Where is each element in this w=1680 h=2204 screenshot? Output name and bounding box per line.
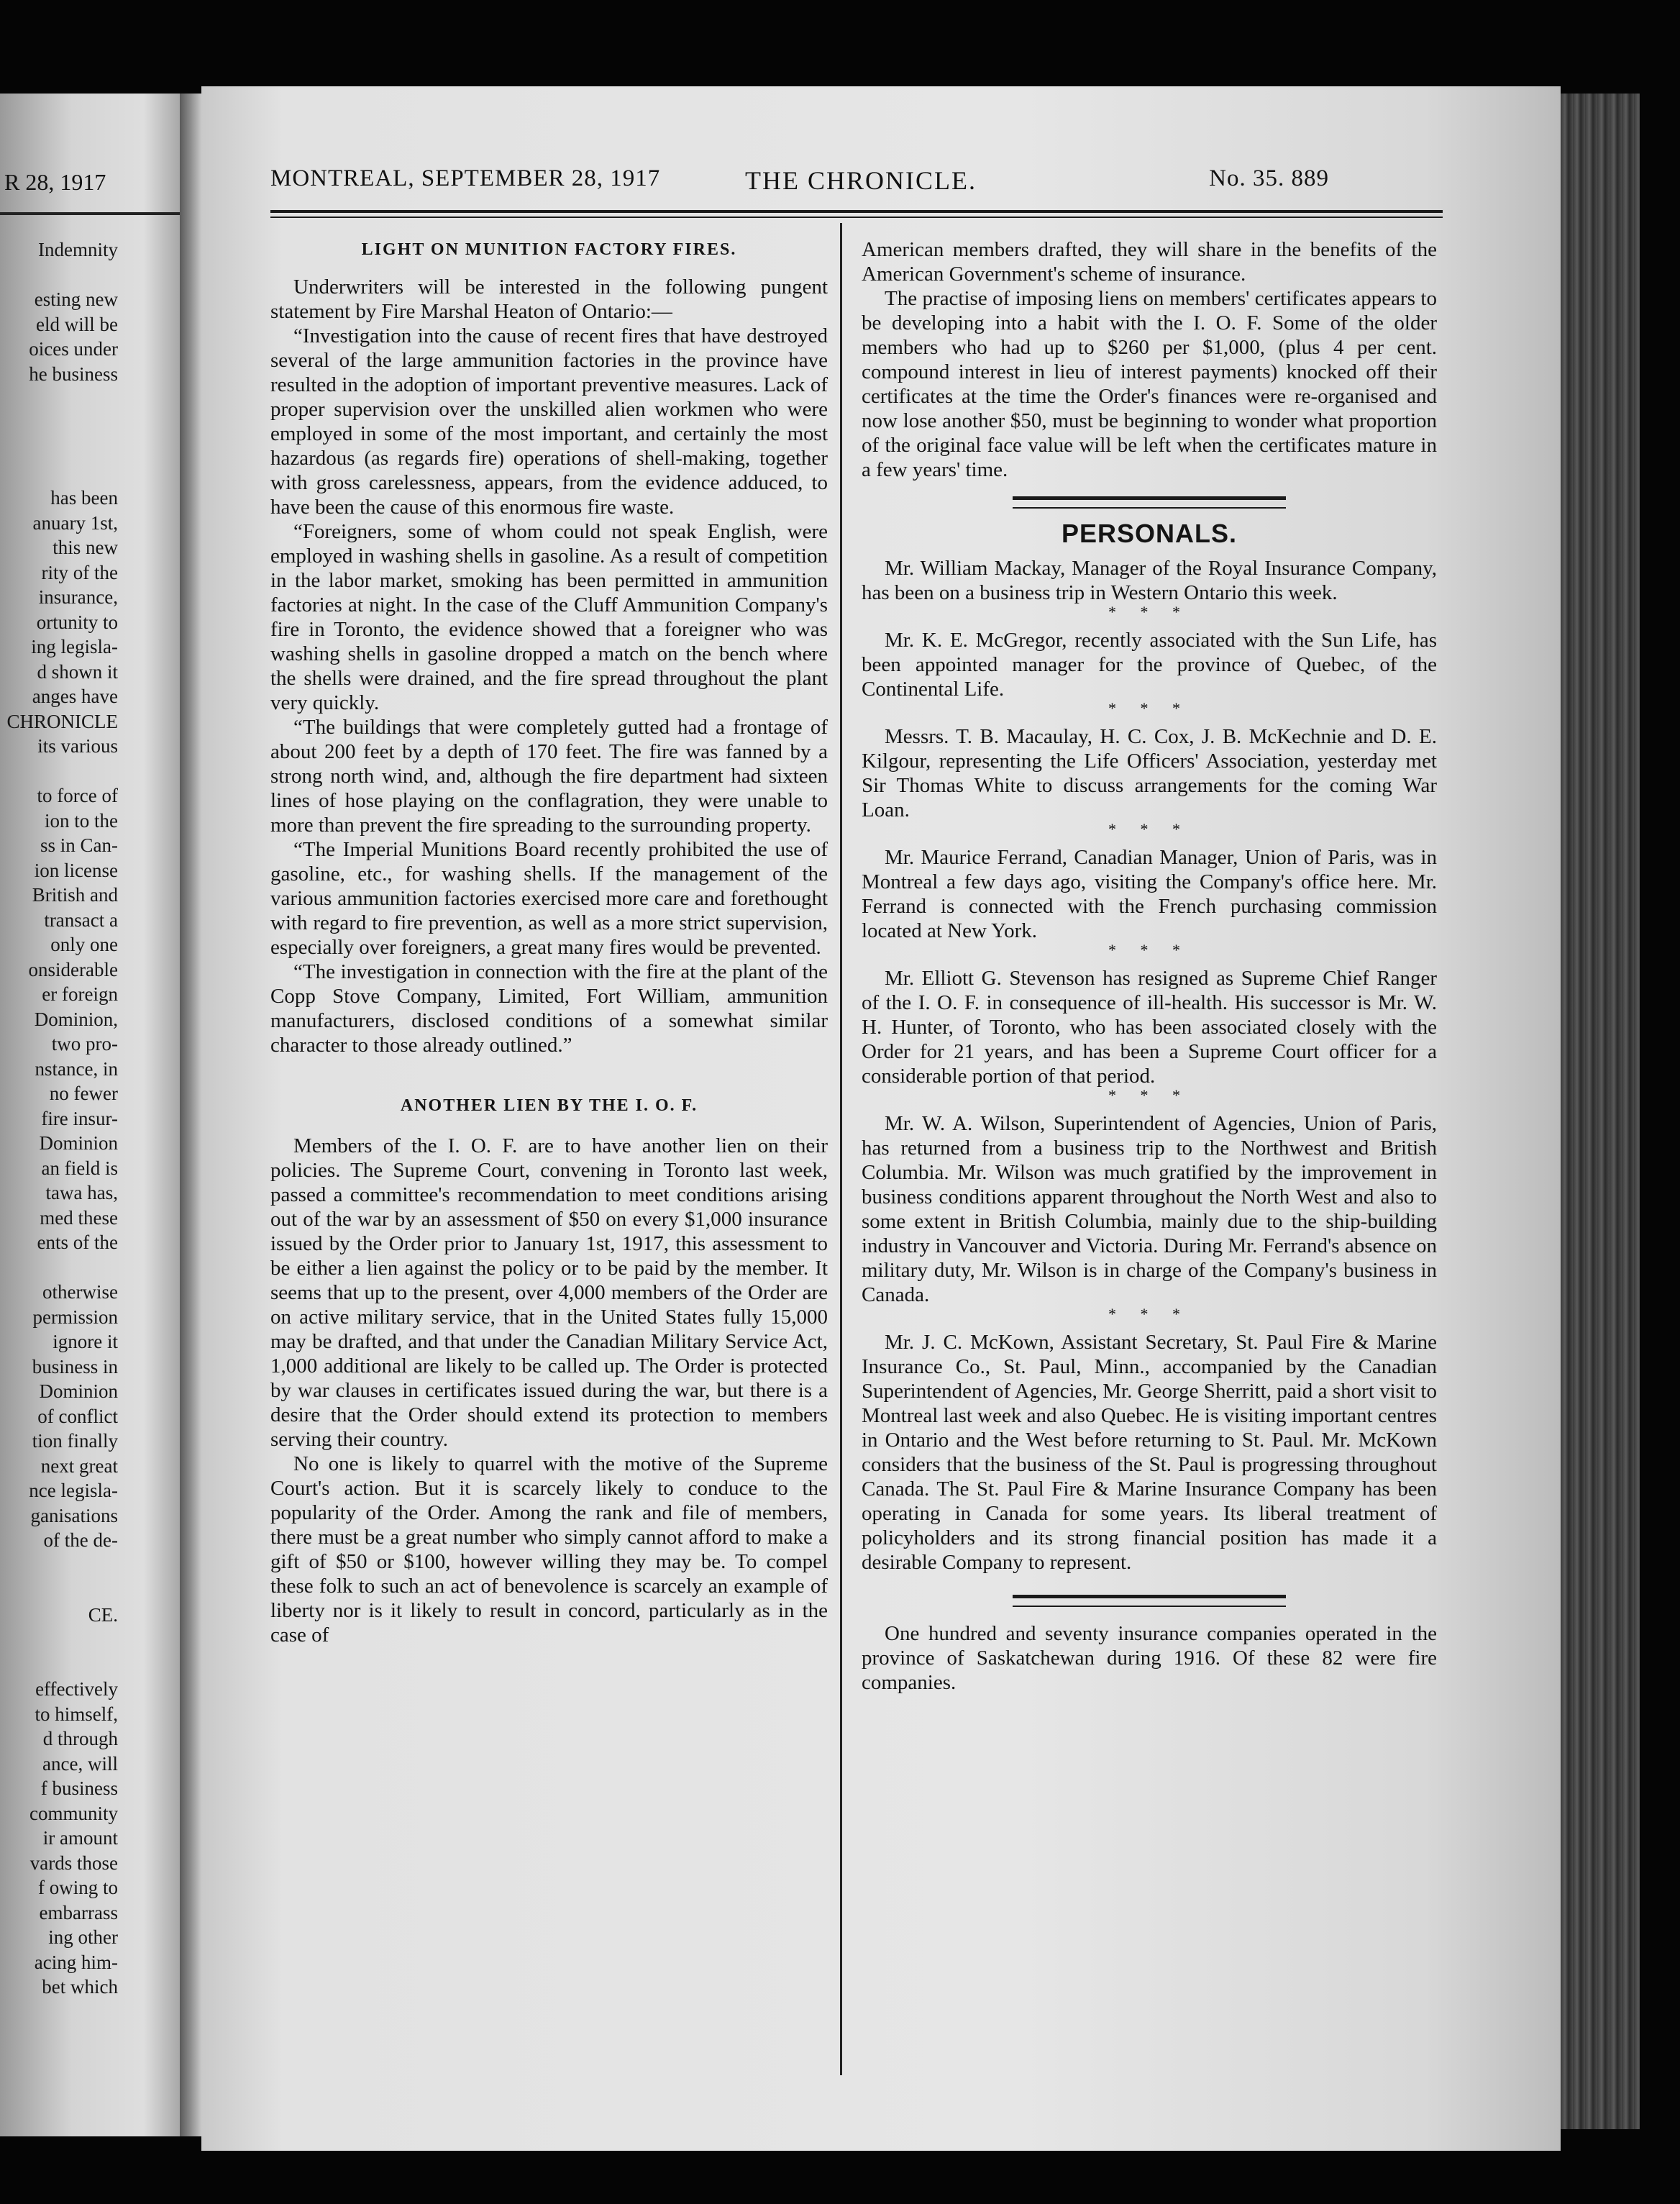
article-paragraph: “The buildings that were completely gutted had a frontage of about 200 feet by a depth of 170 feet. The fire was fanned by a strong north wind, and, although the fire department had sixteen lines of hose playing on the conflagration, they were unable to more than prevent the fire spreading to the surrounding property.	[270, 716, 828, 837]
left-page-line: med these	[40, 1206, 118, 1229]
left-page-line: no fewer	[49, 1083, 118, 1104]
left-page-header: R 28, 1917	[4, 169, 106, 195]
left-page-line: fire insur-	[41, 1107, 118, 1129]
article-paragraph: Underwriters will be interested in the following pungent statement by Fire Marshal Heaton of Ontario:—	[270, 276, 828, 323]
personal-item: Mr. J. C. McKown, Assistant Secretary, St. Paul Fire & Marine Insurance Co., St. Paul, Minn., accompanied by the Canadian Superintendent of Agencies, Mr. George Sherritt, paid a short visit to Montreal last week and also Quebec. He is visiting important centres in Ontario and the West before returning to St. Paul. Mr. McKown considers that the business of the St. Paul is progressing throughout Canada. The St. Paul Fire & Marine Insurance Company has been operating in Canada for some years. Its liberal treatment of policyholders and its strong financial position has made it a desirable Company to represent.	[862, 1331, 1437, 1574]
left-page-line: an field is	[41, 1157, 118, 1179]
left-page-line: community	[29, 1802, 118, 1824]
right-column	[862, 237, 1437, 1695]
item-separator: * * *	[1108, 941, 1190, 959]
article-title-munition-fires: LIGHT ON MUNITION FACTORY FIRES.	[361, 240, 737, 259]
book-page-edges	[1561, 94, 1640, 2129]
left-page-line: tion finally	[32, 1430, 118, 1452]
left-page-line: f owing to	[38, 1877, 118, 1898]
header-rule-thin	[270, 217, 1443, 218]
personals-heading: PERSONALS.	[1061, 519, 1238, 548]
personal-item: Mr. William Mackay, Manager of the Royal Insurance Company, has been on a business trip in Western Ontario this week.	[862, 557, 1437, 604]
left-page-line: acing him-	[34, 1951, 118, 1973]
left-page-line: its various	[37, 735, 118, 757]
left-page-line: CHRONICLE	[6, 710, 118, 732]
left-page-line: Dominion	[39, 1380, 118, 1402]
left-page-line: d shown it	[37, 660, 118, 683]
left-page-line: next great	[40, 1454, 118, 1477]
left-page-line: effectively	[35, 1678, 118, 1700]
left-page-line: er foreign	[42, 983, 118, 1005]
left-page-line: embarrass	[39, 1901, 118, 1923]
left-page-line: ss in Can-	[40, 834, 118, 856]
left-page-line: business in	[32, 1355, 118, 1378]
section-divider	[1013, 1595, 1286, 1607]
closing-note: One hundred and seventy insurance companies operated in the province of Saskatchewan during 1916. Of these 82 were fire companies.	[862, 1622, 1437, 1694]
left-page-line: has been	[50, 487, 118, 509]
left-page-line: ganisations	[30, 1504, 118, 1526]
left-page-line: bet which	[42, 1976, 118, 1998]
left-page-line: only one	[50, 934, 118, 955]
left-page-line: otherwise	[42, 1281, 118, 1303]
article-paragraph: “The investigation in connection with the fire at the plant of the Copp Stove Company, Limited, Fort William, ammunition manufacturers, disclosed conditions of a somewhat similar character to those already outlined.”	[270, 960, 828, 1057]
article-paragraph: “Foreigners, some of whom could not speak English, were employed in washing shells in gasoline. As a result of competition in the labor market, smoking has been permitted in ammunition factories at night. In the case of the Cluff Ammunition Company's fire in Toronto, the evidence showed that a foreigner who was washing shells in gasoline dropped a match on the bench where the shells were drained, and the fire spread throughout the plant very quickly.	[270, 520, 828, 714]
left-page-line: Dominion,	[34, 1008, 118, 1030]
left-page-line: ion to the	[45, 809, 118, 832]
left-page-line: Indemnity	[38, 239, 118, 260]
left-page-line: to himself,	[35, 1703, 118, 1725]
item-separator: * * *	[1108, 699, 1190, 717]
left-page-line: of conflict	[37, 1405, 118, 1427]
header-rule	[270, 210, 1443, 213]
column-divider	[840, 223, 842, 2075]
article-paragraph: Members of the I. O. F. are to have another lien on their policies. The Supreme Court, convening in Toronto last week, passed a committee's recommendation to meet conditions arising out of the war by an assessment of $50 on every $1,000 insurance issued by the Order prior to January 1st, 1917, this assessment to be either a lien against the policy or to be paid by the member. It seems that up to the present, over 4,000 members of the Order are on active military service, that in the United States fully 15,000 may be drafted, and that under the Canadian Military Service Act, 1,000 additional are likely to be called up. The Order is protected by war clauses in certificates issued during the war, but there is a desire that the Order should extend its protection to members serving their country.	[270, 1134, 828, 1451]
left-page-line: ing legisla-	[31, 636, 118, 657]
article-continuation: American members drafted, they will share in the benefits of the American Government's scheme of insurance.	[862, 238, 1437, 286]
left-page-line: ents of the	[37, 1231, 118, 1253]
left-page-line: ion license	[34, 859, 118, 881]
left-page-line: ance, will	[42, 1752, 118, 1775]
left-page-line: ing other	[48, 1926, 118, 1948]
article-paragraph: “The Imperial Munitions Board recently prohibited the use of gasoline, etc., for washing shells. If the management of the various ammunition factories exercised more care and forethought with regard to fire prevention, as well as a more strict supervision, especially over foreigners, a great many fires would be prevented.	[270, 838, 828, 959]
left-page-line: vards those	[29, 1852, 118, 1874]
section-divider	[1013, 496, 1286, 509]
newspaper-page	[201, 86, 1561, 2151]
left-page-line: permission	[32, 1306, 118, 1328]
left-column	[270, 237, 828, 1647]
left-page-line: this new	[52, 537, 118, 558]
personal-item: Messrs. T. B. Macaulay, H. C. Cox, J. B. McKechnie and D. E. Kilgour, representing the Life Officers' Association, yesterday met Sir Thomas White to discuss arrangements for the coming War Loan.	[862, 725, 1437, 821]
personal-item: Mr. W. A. Wilson, Superintendent of Agencies, Union of Paris, has returned from a business trip to the Northwest and British Columbia. Mr. Wilson was much gratified by the improvement in business conditions apparent throughout the North West and also to some extent in British Columbia, mainly due to the ship-building industry in Vancouver and Victoria. During Mr. Ferrand's absence on military duty, Mr. Wilson is in charge of the Company's business in Canada.	[862, 1112, 1437, 1306]
binding-gutter	[180, 94, 201, 2136]
left-page-line: ortunity to	[36, 611, 118, 633]
item-separator: * * *	[1108, 1086, 1190, 1104]
left-page-line: onsiderable	[28, 958, 118, 980]
item-separator: * * *	[1108, 603, 1190, 621]
page-dateline: MONTREAL, SEPTEMBER 28, 1917	[270, 165, 661, 191]
left-page-fragment	[0, 94, 180, 2136]
personal-item: Mr. Elliott G. Stevenson has resigned as Supreme Chief Ranger of the I. O. F. in consequence of ill-health. His successor is Mr. W. H. Hunter, of Toronto, who has been associated closely with the Order for 21 years, and has been a Supreme Court officer for a considerable portion of that period.	[862, 967, 1437, 1088]
left-page-line: rity of the	[41, 561, 118, 583]
left-page-line: d through	[42, 1728, 118, 1749]
personal-item: Mr. Maurice Ferrand, Canadian Manager, Union of Paris, was in Montreal a few days ago, visiting the Company's office here. Mr. Ferrand is connected with the French purchasing commission located at New York.	[862, 846, 1437, 942]
left-page-line: anges have	[32, 686, 118, 707]
page-number: No. 35. 889	[1209, 165, 1329, 191]
article-title-another-lien: ANOTHER LIEN BY THE I. O. F.	[400, 1096, 698, 1115]
left-page-line: ir amount	[42, 1827, 118, 1849]
masthead-title: THE CHRONICLE.	[745, 166, 977, 195]
article-paragraph: No one is likely to quarrel with the motive of the Supreme Court's action. But it is scarcely likely to conduce to the popularity of the Order. Among the rank and file of members, there must be a great number who simply cannot afford to make a gift of $50 or $100, however willing they may be. To compel these folk to such an act of benevolence is scarcely an example of liberty nor is it likely to result in concord, particularly as in the case of	[270, 1452, 828, 1647]
left-page-line: CE.	[88, 1603, 118, 1626]
left-page-line: anuary 1st,	[32, 511, 118, 534]
left-page-line: of the de-	[43, 1529, 118, 1551]
left-page-line: to force of	[37, 785, 118, 806]
left-page-line: he business	[29, 363, 118, 385]
item-separator: * * *	[1108, 1305, 1190, 1323]
left-page-line: esting new	[34, 288, 118, 310]
left-page-line: nce legisla-	[29, 1480, 118, 1501]
left-page-line: eld will be	[36, 313, 118, 335]
article-paragraph: The practise of imposing liens on members' certificates appears to be developing into a habit with the I. O. F. Some of the older members who had up to $260 per $1,000, (plus 4 per cent. compound interest in lieu of interest payments) knocked off their certificates at the time the Order's finances were re-organised and now lose another $50, must be beginning to wonder what proportion of the original face value will be left when the certificates mature in a few years' time.	[862, 287, 1437, 481]
left-page-line: insurance,	[38, 586, 118, 608]
left-page-line: tawa has,	[45, 1182, 118, 1203]
left-page-line: f business	[40, 1777, 118, 1799]
left-page-line: oices under	[29, 338, 118, 360]
article-paragraph: “Investigation into the cause of recent fires that have destroyed several of the large ammunition factories in the province have resulted in the adoption of important preventive measures. Lack of proper supervision over the unskilled alien workmen who were employed in some of the most important, and certainly the most hazardous (as regards fire) operations of shell-making, together with gross carelessness, appears, from the evidence adduced, to have been the cause of this enormous fire waste.	[270, 324, 828, 519]
item-separator: * * *	[1108, 820, 1190, 838]
left-page-line: nstance, in	[35, 1057, 118, 1080]
left-page-line: Dominion	[39, 1132, 118, 1154]
left-page-line: two pro-	[51, 1033, 118, 1055]
left-page-line: transact a	[44, 909, 118, 931]
left-page-rule	[0, 212, 180, 215]
left-page-line: British and	[32, 884, 118, 906]
left-page-line: ignore it	[52, 1331, 118, 1352]
personal-item: Mr. K. E. McGregor, recently associated with the Sun Life, has been appointed manager for the province of Quebec, of the Continental Life.	[862, 629, 1437, 701]
